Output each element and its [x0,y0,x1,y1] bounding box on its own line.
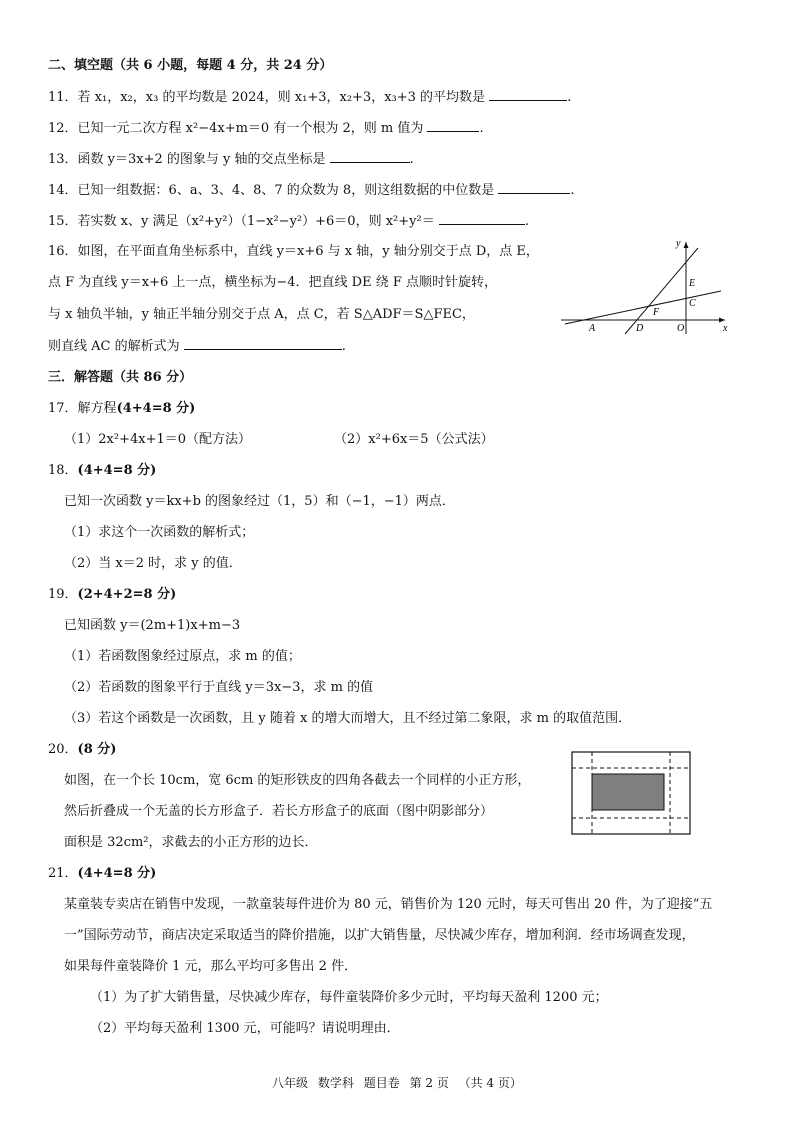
shaded-base [592,774,664,810]
question-20-line-1: 如图，在一个长 10cm，宽 6cm 的矩形铁皮的四角各截去一个同样的小正方形， [64,773,531,788]
question-17-part-1: （1）2x²+4x+1＝0（配方法） [64,432,252,447]
question-number: 14． [48,183,78,198]
question-21-part-1: （1）为了扩大销售量，尽快减少库存，每件童装降价多少元时，平均每天盈利 1200 元； [90,990,608,1005]
question-text: 已知一元二次方程 x²−4x+m＝0 有一个根为 2，则 m 值为 [77,121,424,136]
question-18-stem: 已知一次函数 y＝kx+b 的图象经过（1，5）和（−1，−1）两点． [64,494,455,509]
footer-grade: 八年级 [272,1076,309,1090]
question-number: 17． [48,401,78,416]
question-number: 12． [48,121,78,136]
period: . [341,339,346,354]
question-number: 11． [48,90,78,105]
question-13 [48,150,414,169]
answer-blank[interactable] [184,337,342,350]
question-19-part-3: （3）若这个函数是一次函数，且 y 随着 x 的增大而增大，且不经过第二象限，求 m 的取值范围． [64,711,632,726]
question-title: 解方程 [77,401,117,416]
question-16-line-1 [48,243,539,261]
question-21-line-2: 一”国际劳动节，商店决定采取适当的降价措施，以扩大销售量，尽快减少库存，增加利润．经市场调查发现， [64,928,695,943]
question-number: 18． [48,463,78,478]
question-20-line-2: 然后折叠成一个无盖的长方形盒子．若长方形盒子的底面（图中阴影部分） [64,804,494,819]
line-ac [565,291,721,324]
point-label-c: C [689,298,696,309]
question-text: 则直线 AC 的解析式为 [48,339,180,354]
point-label-a: A [589,323,596,334]
question-text: 若实数 x、y 满足（x²+y²）（1−x²−y²）+6＝0，则 x²+y²＝ [77,214,435,229]
question-11 [48,88,571,107]
question-21-part-2: （2）平均每天盈利 1300 元，可能吗？请说明理由． [90,1021,400,1036]
point-label-o: O [677,323,685,334]
period: . [524,214,529,229]
question-17 [48,400,195,418]
answer-blank[interactable] [427,119,479,132]
question-14 [48,181,574,200]
question-21-line-1: 某童装专卖店在销售中发现，一款童装每件进价为 80 元，销售价为 120 元时，每天可售出 20 件，为了迎接“五 [64,897,713,912]
question-score: (4+4=8 分) [77,463,157,478]
question-number: 15． [48,214,78,229]
question-19-part-1: （1）若函数图象经过原点，求 m 的值； [64,649,301,664]
x-axis-label: x [723,323,728,334]
question-15 [48,212,529,231]
x-axis-arrow [719,318,725,323]
question-text: 函数 y＝3x+2 的图象与 y 轴的交点坐标是 [77,152,326,167]
question-number: 16． [48,244,78,259]
section-heading-fill-in: 二、填空题（共 6 小题，每题 4 分，共 24 分） [48,58,333,73]
point-label-f: F [653,307,660,318]
point-label-e: E [689,278,696,289]
question-21 [48,865,156,883]
question-18-part-2: （2）当 x＝2 时，求 y 的值． [64,556,242,571]
question-12 [48,119,484,138]
question-number: 20． [48,742,78,757]
answer-blank[interactable] [498,181,570,194]
question-score: (2+4+2=8 分) [77,587,177,602]
line-de [625,248,698,334]
page-footer [0,1075,794,1091]
period: . [570,183,575,198]
footer-total: （共 4 页） [458,1076,522,1090]
question-17-part-2: （2）x²+6x＝5（公式法） [334,432,494,447]
question-18 [48,462,156,480]
footer-subject: 数学科 [317,1076,354,1090]
sheet-figure-20 [570,750,692,836]
question-19 [48,586,176,604]
question-score: (4+4=8 分) [116,401,196,416]
question-text: 若 x₁，x₂，x₃ 的平均数是 2024，则 x₁+3，x₂+3，x₃+3 的平均数是 [77,90,486,105]
question-score: (4+4=8 分) [77,866,157,881]
footer-page: 第 2 页 [409,1076,449,1090]
period: . [409,152,414,167]
question-20 [48,741,116,759]
period: . [479,121,484,136]
question-text: 如图，在平面直角坐标系中，直线 y＝x+6 与 x 轴，y 轴分别交于点 D，点 E， [77,244,539,259]
question-number: 21． [48,866,78,881]
y-axis-label: y [676,238,681,249]
question-19-part-2: （2）若函数的图象平行于直线 y＝3x−3，求 m 的值 [64,680,374,695]
question-score: (8 分) [77,742,117,757]
point-label-d: D [636,323,644,334]
answer-blank[interactable] [330,150,410,163]
question-number: 19． [48,587,78,602]
question-21-line-3: 如果每件童装降价 1 元，那么平均可多售出 2 件． [64,959,358,974]
answer-blank[interactable] [439,212,525,225]
coordinate-figure-16 [555,236,735,336]
question-number: 13． [48,152,78,167]
question-18-part-1: （1）求这个一次函数的解析式； [64,525,255,540]
question-20-line-3: 面积是 32cm²，求截去的小正方形的边长． [64,835,318,850]
footer-type: 题目卷 [363,1076,400,1090]
question-16-line-3: 与 x 轴负半轴，y 轴正半轴分别交于点 A，点 C，若 S△ADF＝S△FEC， [48,307,475,322]
period: . [567,90,572,105]
answer-blank[interactable] [489,88,567,101]
question-16-line-2: 点 F 为直线 y＝x+6 上一点，横坐标为−4．把直线 DE 绕 F 点顺时针旋转， [48,275,498,290]
question-19-stem: 已知函数 y＝(2m+1)x+m−3 [64,618,241,633]
question-text: 已知一组数据：6、a、3、4、8、7 的众数为 8，则这组数据的中位数是 [77,183,495,198]
section-heading-solutions: 三．解答题（共 86 分） [48,370,193,385]
question-16-line-4 [48,337,346,356]
y-axis-arrow [684,242,689,248]
